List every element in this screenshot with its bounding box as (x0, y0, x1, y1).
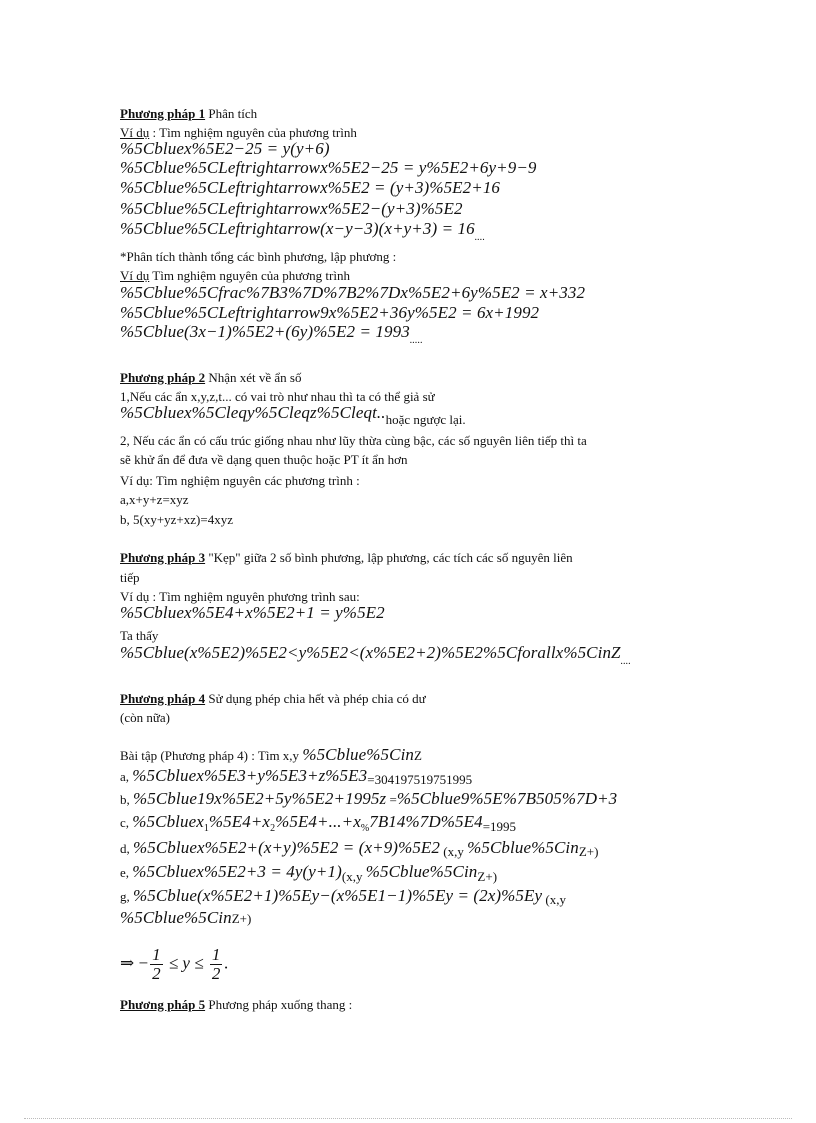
inequality-end: . (224, 953, 229, 973)
pp5-heading-line (120, 997, 352, 1013)
pp3-heading-line (120, 550, 573, 566)
pp3-line4: Ta thấy (120, 628, 159, 643)
pp1-eq1: %5Cbluex%5E2−25 = y(y+6) (120, 139, 330, 158)
fraction-right-den: 2 (211, 964, 221, 983)
pp2-heading-text: Nhận xét về ẩn số (205, 370, 302, 385)
inequality-mid: ≤ y ≤ (164, 953, 208, 973)
bt-b-math: %5Cblue19x%5E2+5y%5E2+1995z (133, 789, 387, 808)
pp5-heading-text: Phương pháp xuống thang : (205, 997, 353, 1012)
bt-c-sub3: % (360, 823, 370, 834)
pp1-eq4: %5Cblue%5CLeftrightarrowx%5E2−(y+3)%5E2 (120, 199, 463, 218)
bt-g2-math: %5Cblue%5Cin (120, 908, 232, 927)
pp2-line3: sẽ khử ẩn để đưa về dạng quen thuộc hoặc PT ít ẩn hơn (120, 452, 408, 467)
pp1-eq5-line (120, 221, 485, 246)
pp3-heading-text: "Kẹp" giữa 2 số bình phương, lập phương, các tích các số nguyên liên (205, 550, 573, 565)
pp2-line2: 2, Nếu các ẩn có cấu trúc giống nhau như lũy thừa cùng bậc, các số nguyên liên tiếp thì ta (120, 433, 587, 448)
bt-a-label: a, (120, 769, 133, 784)
bt-b-eq: = (386, 792, 397, 807)
bt-e-tail: (x,y (341, 869, 366, 884)
bt-d-tail2: Z+) (578, 844, 599, 859)
pp1-sum-text: *Phân tích thành tổng các bình phương, lập phương : (120, 249, 397, 264)
pp4-more: (còn nữa) (120, 710, 170, 725)
fraction-right-num: 1 (211, 945, 221, 964)
pp2-line5: a,x+y+z=xyz (120, 492, 189, 507)
bt-e-math2: %5Cblue%5Cin (365, 862, 478, 881)
inequality-arrow: ⇒ − (120, 953, 149, 973)
bt-c-tail: =1995 (482, 819, 517, 834)
pp1-heading-line (120, 106, 257, 122)
bt-a-line (120, 768, 472, 788)
bt-d-math: %5Cbluex%5E2+(x+y)%5E2 = (x+9)%5E2 (133, 838, 441, 857)
bt-d-label: d, (120, 841, 133, 856)
pp1-example2-text: Tìm nghiệm nguyên của phương trình (149, 268, 350, 283)
bt-b-math2: %5Cblue9%5E%7B505%7D+3 (396, 789, 618, 808)
pp4-heading-line (120, 691, 426, 707)
bt-d-tail: (x,y (440, 844, 468, 859)
pp3-line3: Ví dụ : Tìm nghiệm nguyên phương trình sau: (120, 589, 360, 604)
bt-a-math: %5Cbluex%5E3+y%5E3+z%5E3 (132, 766, 368, 785)
pp1-eq6: %5Cblue%5Cfrac%7B3%7D%7B2%7Dx%5E2+6y%5E2 = x+332 (120, 283, 586, 302)
bt-c-math1: %5Cbluex (132, 812, 204, 831)
pp4-heading: Phương pháp 4 (120, 691, 206, 706)
pp3-eq1: %5Cbluex%5E4+x%5E2+1 = y%5E2 (120, 603, 385, 622)
bt-d-math2: %5Cblue%5Cin (467, 838, 579, 857)
pp2-line4: Ví dụ: Tìm nghiệm nguyên các phương trình : (120, 473, 360, 488)
pp3-line2: tiếp (120, 570, 140, 585)
pp1-example2-line (120, 268, 350, 284)
pp2-eq1-line (120, 405, 466, 428)
bt-intro-math: %5Cblue%5Cin (302, 745, 415, 764)
bt-c-line (120, 814, 516, 837)
pp4-heading-text: Sử dụng phép chia hết và phép chia có dư (205, 691, 426, 706)
pp3-eq2-line (120, 645, 631, 670)
bt-intro-tail: Z (414, 748, 422, 763)
fraction-left-num: 1 (152, 945, 161, 964)
pp1-example2-label: Ví dụ (120, 268, 150, 283)
bt-g2-tail: Z+) (231, 911, 252, 926)
page-bottom-divider (24, 1118, 792, 1119)
pp1-example-text: : Tìm nghiệm nguyên của phương trình (149, 125, 357, 140)
bt-g-line (120, 888, 566, 908)
pp2-line1: 1,Nếu các ẩn x,y,z,t... có vai trò như nhau thì ta có thể giả sử (120, 389, 435, 404)
bt-e-math: %5Cbluex%5E2+3 = 4y(y+1) (132, 862, 342, 881)
pp3-eq2: %5Cblue(x%5E2)%5E2<y%5E2<(x%5E2+2)%5E2%5Cforallx%5CinZ (120, 643, 621, 662)
pp1-heading: Phương pháp 1 (120, 106, 206, 121)
fraction-left-den: 2 (152, 964, 161, 983)
bt-g2-line (120, 910, 251, 927)
bt-e-label: e, (120, 865, 133, 880)
pp1-eq8-dots: ..... (409, 335, 423, 346)
bt-c-math3: %5E4+...+x (275, 812, 361, 831)
pp1-eq7: %5Cblue%5CLeftrightarrow9x%5E2+36y%5E2 = 6x+1992 (120, 303, 540, 322)
pp1-heading-text: Phân tích (205, 106, 258, 121)
pp1-eq8: %5Cblue(3x−1)%5E2+(6y)%5E2 = 1993 (120, 322, 410, 341)
bt-g-tail: (x,y (542, 892, 566, 907)
bt-g-math: %5Cblue(x%5E2+1)%5Ey−(x%5E1−1)%5Ey = (2x)%5Ey (133, 886, 543, 905)
pp1-eq8-line (120, 324, 423, 349)
pp2-eq1: %5Cbluex%5Cleqy%5Cleqz%5Cleqt.. (120, 403, 386, 422)
bt-intro: Bài tập (Phương pháp 4) : Tìm x,y (120, 748, 303, 763)
pp2-eq1-tail: hoặc ngược lại. (385, 412, 466, 427)
bt-b-label: b, (120, 792, 133, 807)
bt-intro-line (120, 747, 422, 764)
bt-c-math2: %5E4+x (208, 812, 271, 831)
pp3-eq2-dots: .... (620, 656, 632, 667)
pp2-heading: Phương pháp 2 (120, 370, 206, 385)
bt-e-line (120, 864, 497, 885)
bt-a-tail: =304197519751995 (367, 772, 473, 787)
pp2-heading-line (120, 370, 301, 386)
inequality-line (120, 946, 229, 983)
bt-c-sub2: 2 (270, 823, 276, 834)
pp1-example-label: Ví dụ (120, 125, 150, 140)
bt-b-line (120, 791, 617, 808)
pp2-line6: b, 5(xy+yz+xz)=4xyz (120, 512, 233, 527)
bt-c-sub1: 1 (203, 823, 209, 834)
fraction-right (210, 946, 223, 983)
pp3-heading: Phương pháp 3 (120, 550, 206, 565)
bt-c-label: c, (120, 815, 133, 830)
fraction-left (150, 946, 163, 983)
bt-e-tail2: Z+) (477, 869, 498, 884)
bt-c-math4: 7B14%7D%5E4 (369, 812, 483, 831)
bt-d-line (120, 840, 598, 860)
pp1-eq5: %5Cblue%5CLeftrightarrow(x−y−3)(x+y+3) = 16 (120, 219, 475, 238)
pp1-eq5-dots: .... (474, 232, 486, 243)
bt-g-label: g, (120, 889, 133, 904)
pp1-eq2: %5Cblue%5CLeftrightarrowx%5E2−25 = y%5E2+6y+9−9 (120, 158, 537, 177)
pp5-heading: Phương pháp 5 (120, 997, 206, 1012)
pp1-eq3: %5Cblue%5CLeftrightarrowx%5E2 = (y+3)%5E2+16 (120, 178, 501, 197)
